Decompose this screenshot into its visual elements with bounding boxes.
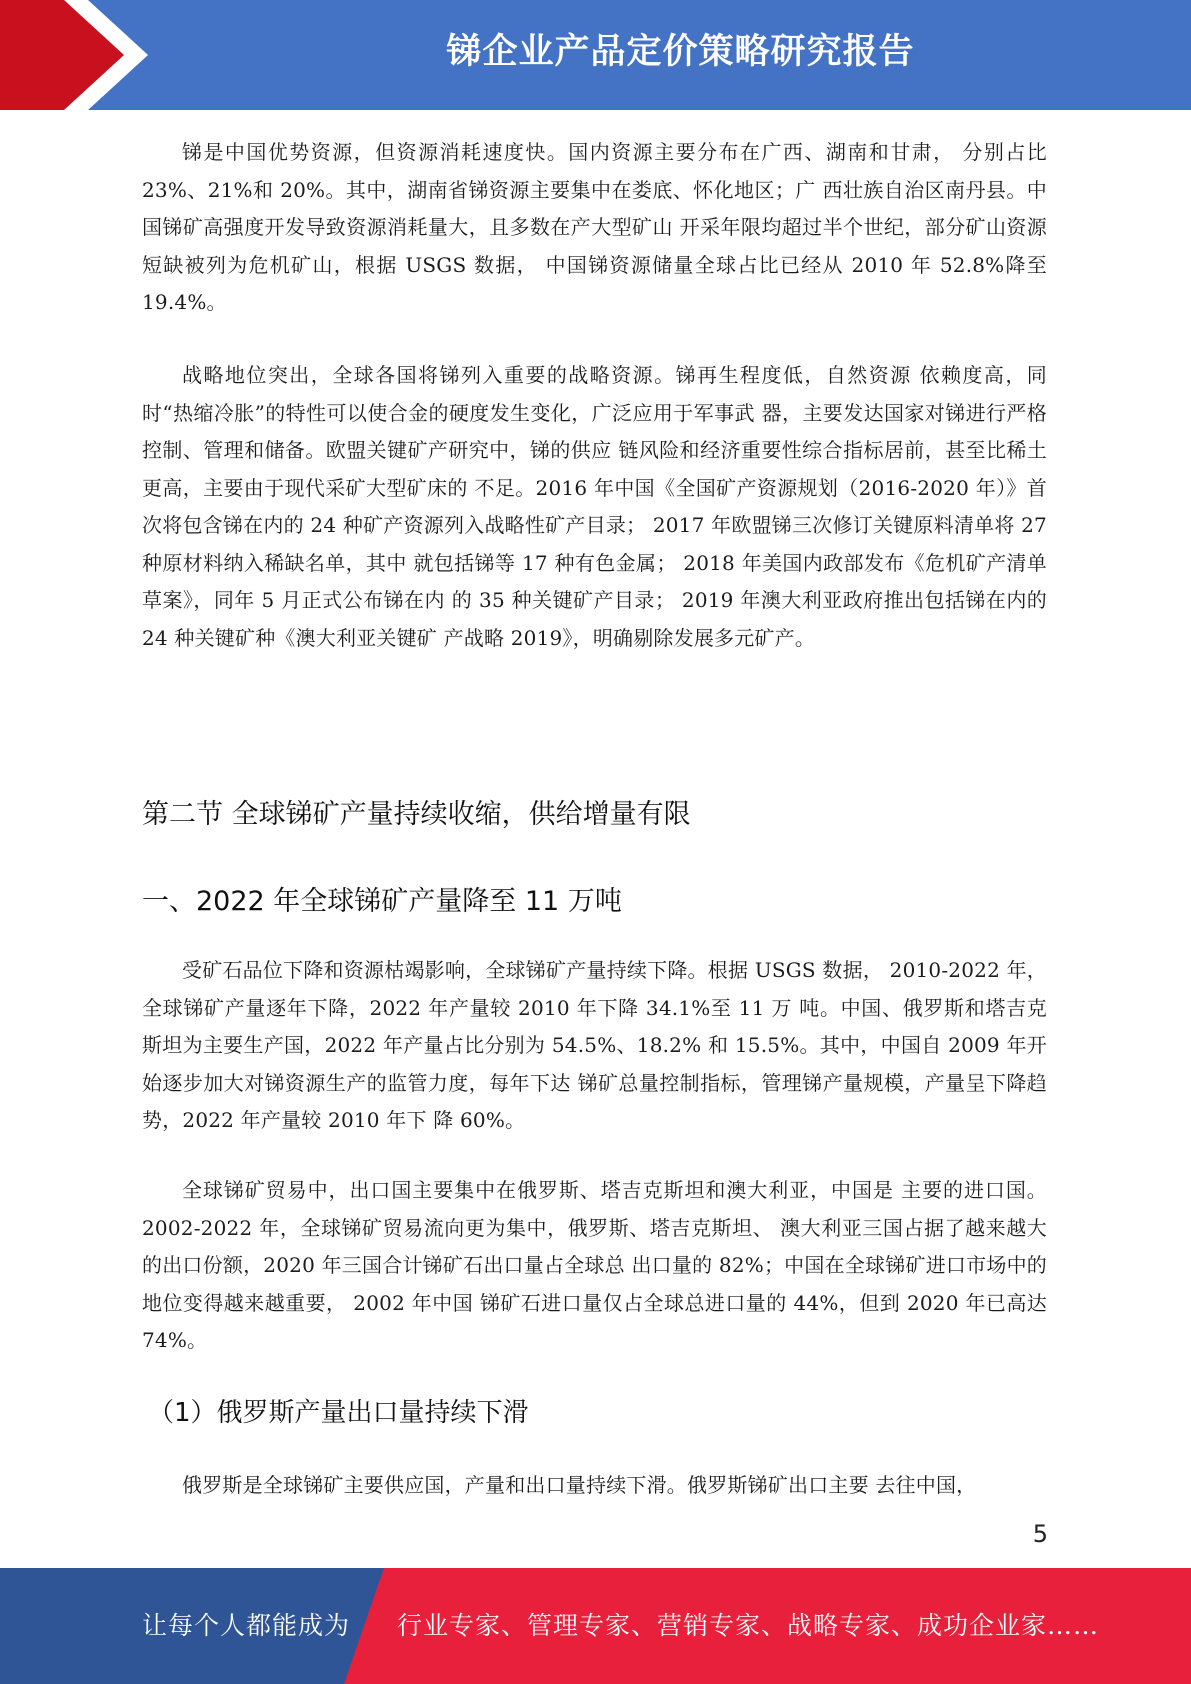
- paragraph-trade: 全球锑矿贸易中，出口国主要集中在俄罗斯、塔吉克斯坦和澳大利亚，中国是 主要的进口国。2002-2022 年，全球锑矿贸易流向更为集中，俄罗斯、塔吉克斯坦、 澳大利亚三国占据了越来越大的出口份额，2020 年三国合计锑矿石出口量占全球总 出口量的 82%；中国在全球锑矿进口市场中的地位变得越来越重要， 2002 年中国 锑矿石进口量仅占全球总进口量的 44%，但到 2020 年已高达 74%。: [142, 1178, 1047, 1352]
- subsection-heading: 一、2022 年全球锑矿产量降至 11 万吨: [142, 886, 622, 917]
- report-title: 锑企业产品定价策略研究报告: [446, 32, 915, 72]
- footer-slogan-right: 行业专家、管理专家、营销专家、战略专家、成功企业家……: [397, 1611, 1100, 1640]
- header-chevron-decoration: [0, 0, 160, 110]
- footer-slogan-left: 让每个人都能成为: [142, 1611, 351, 1640]
- strategy-section: [142, 357, 1047, 657]
- intro-section: [142, 134, 1047, 322]
- russia-heading: （1）俄罗斯产量出口量持续下滑: [148, 1398, 529, 1428]
- russia-section: [142, 1467, 1047, 1505]
- trade-section: [142, 1172, 1047, 1360]
- page-number: 5: [1032, 1520, 1048, 1548]
- production-section: [142, 952, 1047, 1140]
- paragraph-resources: 锑是中国优势资源，但资源消耗速度快。国内资源主要分布在广西、湖南和甘肃， 分别占比 23%、21%和 20%。其中，湖南省锑资源主要集中在娄底、怀化地区；广 西壮族自治区南丹县。中国锑矿高强度开发导致资源消耗量大，且多数在产大型矿山 开采年限均超过半个世纪，部分矿山资源短缺被列为危机矿山，根据 USGS 数据， 中国锑资源储量全球占比已经从 2010 年 52.8%降至 19.4%。: [142, 140, 1047, 314]
- paragraph-strategy: 战略地位突出，全球各国将锑列入重要的战略资源。锑再生程度低，自然资源 依赖度高，同时“热缩冷胀”的特性可以使合金的硬度发生变化，广泛应用于军事武 器，主要发达国家对锑进行严格控制、管理和储备。欧盟关键矿产研究中，锑的供应 链风险和经济重要性综合指标居前，甚至比稀土更高，主要由于现代采矿大型矿床的 不足。2016 年中国《全国矿产资源规划（2016-2020 年）》首次将包含锑在内的 24 种矿产资源列入战略性矿产目录； 2017 年欧盟锑三次修订关键原料清单将 27 种原材料纳入稀缺名单，其中 就包括锑等 17 种有色金属； 2018 年美国内政部发布《危机矿产清单草案》，同年 5 月正式公布锑在内 的 35 种关键矿产目录； 2019 年澳大利亚政府推出包括锑在内的 24 种关键矿种《澳大利亚关键矿 产战略 2019》，明确剔除发展多元矿产。: [142, 363, 1047, 650]
- page-footer: [0, 1568, 1191, 1684]
- paragraph-russia: 俄罗斯是全球锑矿主要供应国，产量和出口量持续下滑。俄罗斯锑矿出口主要 去往中国，: [182, 1473, 977, 1497]
- paragraph-production: 受矿石品位下降和资源枯竭影响，全球锑矿产量持续下降。根据 USGS 数据， 2010-2022 年，全球锑矿产量逐年下降，2022 年产量较 2010 年下降 34.1%至 11 万 吨。中国、俄罗斯和塔吉克斯坦为主要生产国，2022 年产量占比分别为 54.5%、18.2% 和 15.5%。其中，中国自 2009 年开始逐步加大对锑资源生产的监管力度，每年下达 锑矿总量控制指标，管理锑产量规模，产量呈下降趋势，2022 年产量较 2010 年下 降 60%。: [142, 958, 1047, 1132]
- section-heading: 第二节 全球锑矿产量持续收缩，供给增量有限: [142, 799, 691, 830]
- page-header: [0, 0, 1191, 110]
